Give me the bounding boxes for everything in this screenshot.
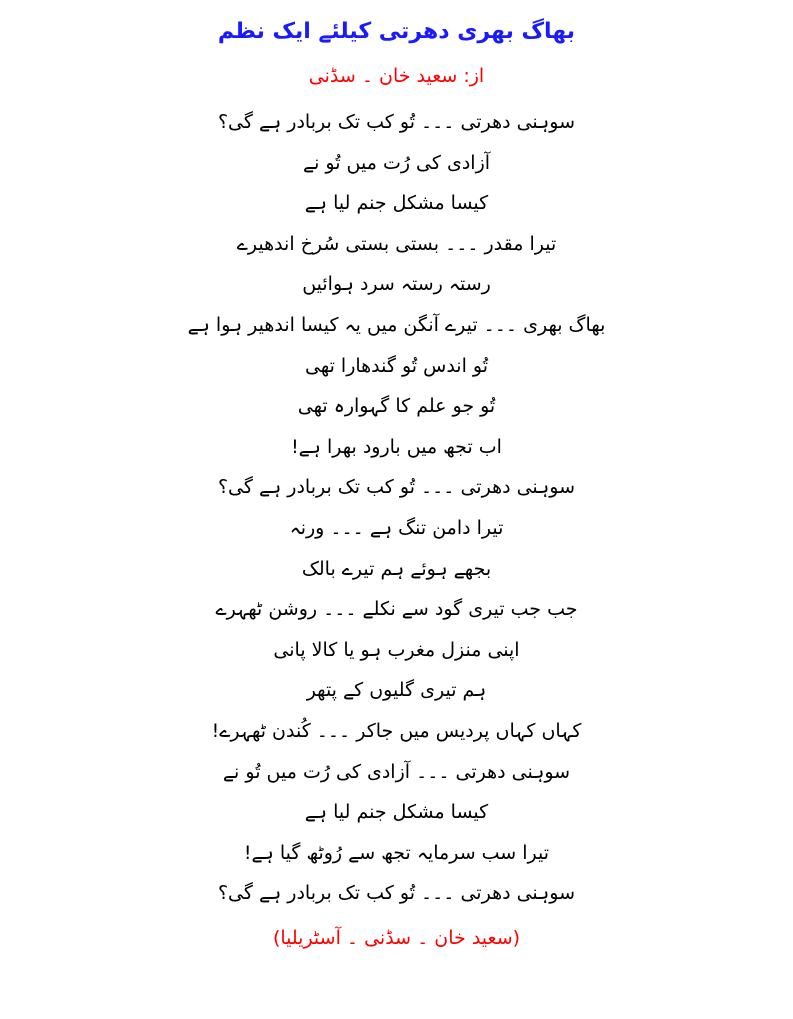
poem-line: اپنی منزل مغرب ہو یا کالا پانی	[273, 638, 520, 661]
poem-line: رستہ رستہ سرد ہوائیں	[302, 273, 491, 296]
poem-line: بھاگ بھری ۔۔۔ تیرے آنگن میں یہ کیسا اندھیر ہوا ہے	[187, 313, 606, 336]
poem-line: بجھے ہوئے ہم تیرے بالک	[301, 557, 492, 580]
poem-container	[0, 10, 793, 960]
poem-line: سوہنی دھرتی ۔۔۔ تُو کب تک بربادر ہے گی؟	[217, 111, 576, 133]
poem-signature: (سعید خان ۔ سڈنی ۔ آسٹریلیا)	[272, 926, 521, 949]
poem-line: جب جب تیری گود سے نکلے ۔۔۔ روشن ٹھہرے	[215, 598, 578, 621]
poem-line: اب تجھ میں بارود بھرا ہے!	[291, 435, 502, 458]
poem-line: سوہنی دھرتی ۔۔۔ تُو کب تک بربادر ہے گی؟	[217, 476, 576, 499]
poem-line: سوہنی دھرتی ۔۔۔ تُو کب تک بربادر ہے گی؟	[217, 882, 576, 905]
poem-line: کیسا مشکل جنم لیا ہے	[304, 801, 489, 824]
poem-line: آزادی کی رُت میں تُو نے	[302, 151, 491, 174]
poem-title: بھاگ بھری دھرتی کیلئے ایک نظم	[217, 19, 576, 44]
poem-line: سوہنی دھرتی ۔۔۔ آزادی کی رُت میں تُو نے	[222, 760, 571, 783]
poem-verses	[0, 102, 793, 914]
poem-line: تیرا دامن تنگ ہے ۔۔۔ ورنہ	[289, 516, 504, 539]
poem-author: از: سعید خان ۔ سڈنی	[308, 65, 485, 87]
poem-line: تُو جو علم کا گہوارہ تھی	[297, 395, 496, 418]
poem-line: تُو اندس تُو گندھارا تھی	[305, 354, 488, 377]
poem-line: ہم تیری گلیوں کے پتھر	[306, 679, 487, 702]
poem-line: تیرا سب سرمایہ تجھ سے رُوٹھ گیا ہے!	[243, 841, 550, 864]
poem-line: تیرا مقدر ۔۔۔ بستی بستی سُرخ اندھیرے	[236, 232, 557, 255]
poem-line: کیسا مشکل جنم لیا ہے	[304, 192, 489, 215]
poem-line: کہاں کہاں پردیس میں جاکر ۔۔۔ کُندن ٹھہرے!	[211, 719, 582, 742]
